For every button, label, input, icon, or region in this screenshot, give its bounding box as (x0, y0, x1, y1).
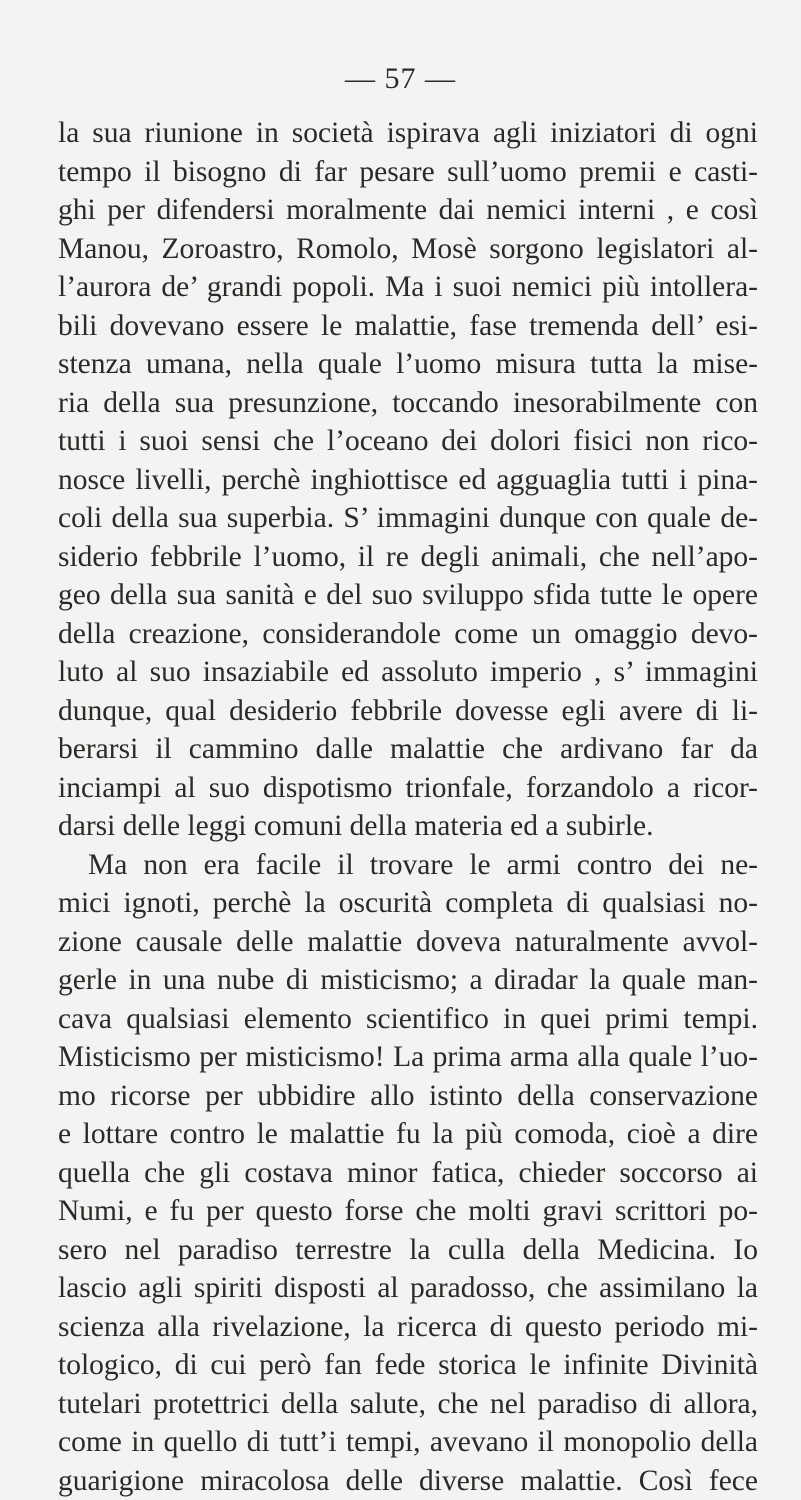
text-line: siderio febbrile l’uomo, il re degli animali, che nell’apo- (58, 538, 758, 577)
text-line: mici ignoti, perchè la oscurità completa di qualsiasi no- (58, 884, 758, 923)
text-line: cava qualsiasi elemento scientifico in quei primi tempi. (58, 1000, 758, 1039)
text-line: della creazione, considerandole come un omaggio devo- (58, 615, 758, 654)
text-line: la sua riunione in società ispirava agli iniziatori di ogni (58, 114, 758, 153)
text-line: nosce livelli, perchè inghiottisce ed agguaglia tutti i pina- (58, 461, 758, 500)
text-line: tutti i suoi sensi che l’oceano dei dolori fisici non rico- (58, 422, 758, 461)
page-number: — 57 — (0, 62, 801, 96)
text-line: come in quello di tutt’i tempi, avevano il monopolio della (58, 1423, 758, 1462)
text-line: ghi per difendersi moralmente dai nemici interni , e così (58, 191, 758, 230)
text-line: geo della sua sanità e del suo sviluppo sfida tutte le opere (58, 576, 758, 615)
text-line: ria della sua presunzione, toccando inesorabilmente con (58, 384, 758, 423)
text-line: Misticismo per misticismo! La prima arma alla quale l’uo- (58, 1038, 758, 1077)
text-line: berarsi il cammino dalle malattie che ardivano far da (58, 730, 758, 769)
text-line: bili dovevano essere le malattie, fase tremenda dell’ esi- (58, 307, 758, 346)
text-line: dunque, qual desiderio febbrile dovesse egli avere di li- (58, 692, 758, 731)
text-line: Ma non era facile il trovare le armi contro dei ne- (58, 846, 758, 885)
text-line: gerle in una nube di misticismo; a diradar la quale man- (58, 961, 758, 1000)
text-line: Manou, Zoroastro, Romolo, Mosè sorgono legislatori al- (58, 230, 758, 269)
text-line: inciampi al suo dispotismo trionfale, forzandolo a ricor- (58, 769, 758, 808)
text-line: guarigione miracolosa delle diverse malattie. Così fece (58, 1462, 758, 1500)
text-line: scienza alla rivelazione, la ricerca di questo periodo mi- (58, 1308, 758, 1347)
text-line: lascio agli spiriti disposti al paradosso, che assimilano la (58, 1269, 758, 1308)
text-line: coli della sua superbia. S’ immagini dunque con quale de- (58, 499, 758, 538)
text-line: Numi, e fu per questo forse che molti gravi scrittori po- (58, 1192, 758, 1231)
text-line: sero nel paradiso terrestre la culla della Medicina. Io (58, 1231, 758, 1270)
text-line: l’aurora de’ grandi popoli. Ma i suoi nemici più intollera- (58, 268, 758, 307)
text-line: tempo il bisogno di far pesare sull’uomo premii e casti- (58, 153, 758, 192)
text-line: tutelari protettrici della salute, che nel paradiso di allora, (58, 1385, 758, 1424)
text-line: stenza umana, nella quale l’uomo misura tutta la mise- (58, 345, 758, 384)
text-line: darsi delle leggi comuni della materia ed a subirle. (58, 807, 758, 846)
text-line: mo ricorse per ubbidire allo istinto della conservazione (58, 1077, 758, 1116)
body-text (58, 114, 758, 1500)
text-line: zione causale delle malattie doveva naturalmente avvol- (58, 923, 758, 962)
text-line: luto al suo insaziabile ed assoluto imperio , s’ immagini (58, 653, 758, 692)
text-line: tologico, di cui però fan fede storica le infinite Divinità (58, 1346, 758, 1385)
text-line: quella che gli costava minor fatica, chieder soccorso ai (58, 1154, 758, 1193)
text-line: e lottare contro le malattie fu la più comoda, cioè a dire (58, 1115, 758, 1154)
